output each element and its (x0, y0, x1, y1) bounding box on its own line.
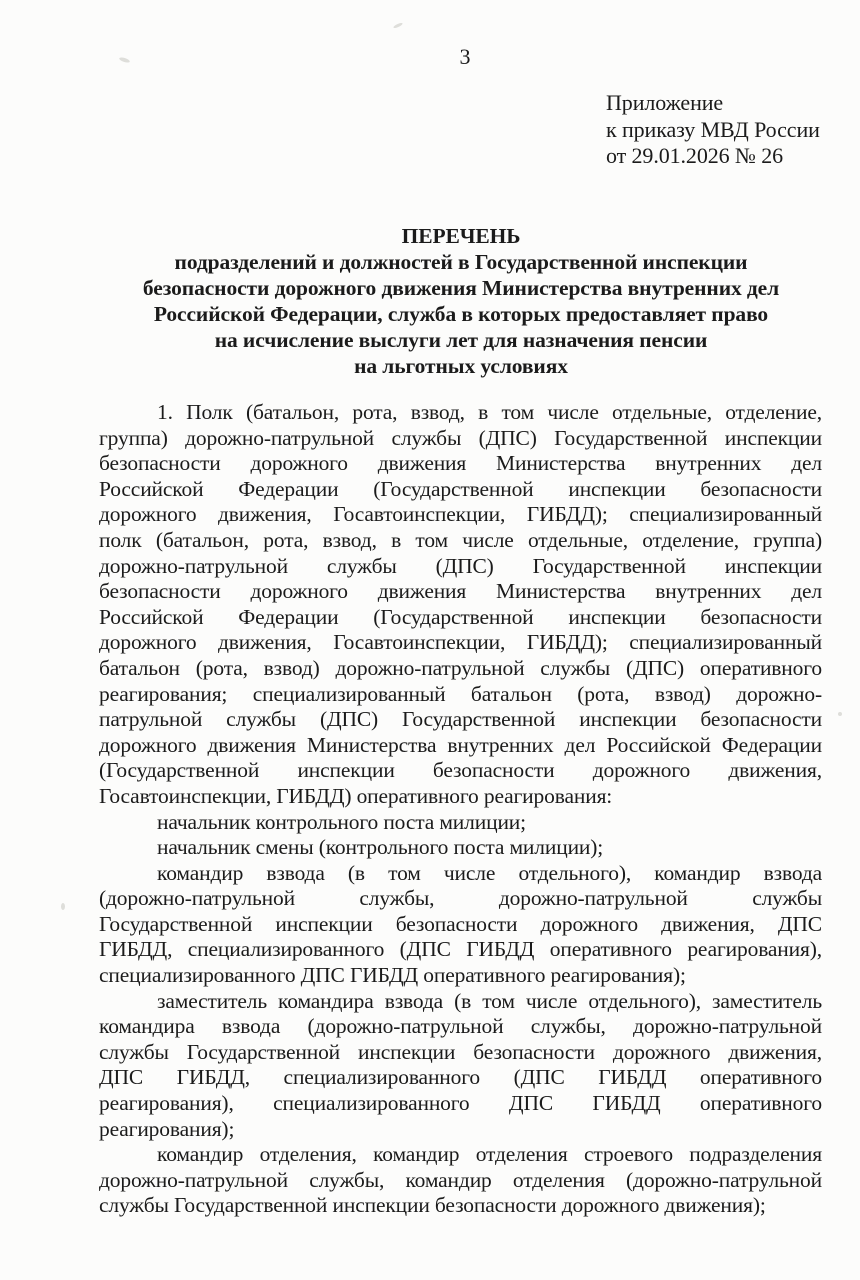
paragraph-line: дорожного движения, Госавтоинспекции, ГИБДД); специализированный (99, 630, 822, 655)
paragraph-line: патрульной службы (ДПС) Государственной инспекции безопасности (99, 707, 822, 732)
paragraph-line: дорожно-патрульной службы, командир отделения (дорожно-патрульной (99, 1167, 822, 1192)
paragraph-line: дорожно-патрульной службы (ДПС) Государственной инспекции (99, 553, 822, 578)
title-line: безопасности дорожного движения Министерства внутренних дел (142, 276, 780, 300)
scan-artifact (393, 22, 403, 29)
paragraph (99, 835, 822, 861)
paragraph-line: Госавтоинспекции, ГИБДД) оперативного реагирования: (99, 783, 613, 808)
paragraph-line: дорожного движения, Госавтоинспекции, ГИБДД); специализированный (99, 502, 822, 527)
annex-line: от 29.01.2026 № 26 (606, 143, 784, 168)
paragraph (99, 989, 822, 1143)
paragraph-line: (Государственной инспекции безопасности дорожного движения, (99, 758, 822, 783)
scan-artifact (61, 903, 65, 910)
paragraph-line: безопасности дорожного движения Министерства внутренних дел (99, 451, 822, 476)
paragraph-line: 1. Полк (батальон, рота, взвод, в том числе отдельные, отделение, (157, 400, 822, 424)
paragraph-line: реагирования), специализированного ДПС ГИБДД оперативного (99, 1091, 822, 1116)
document-body (99, 400, 822, 1219)
paragraph-line: командир отделения, командир отделения строевого подразделения (157, 1142, 822, 1167)
paragraph-line: полк (батальон, рота, взвод, в том числе отдельные, отделение, группа) (99, 527, 822, 552)
paragraph-line: специализированного ДПС ГИБДД оперативного реагирования); (99, 963, 686, 988)
paragraph-line: командира взвода (дорожно-патрульной службы, дорожно-патрульной (99, 1014, 822, 1039)
paragraph-line: реагирования); (99, 1116, 235, 1141)
paragraph-line: командир взвода (в том числе отдельного), командир взвода (157, 860, 822, 885)
title-line: на исчисление выслуги лет для назначения пенсии (214, 328, 708, 352)
paragraph (99, 810, 822, 836)
paragraph-line: ГИБДД, специализированного (ДПС ГИБДД оперативного реагирования), (99, 937, 822, 962)
document-title (99, 223, 823, 379)
page-number: 3 (459, 44, 471, 69)
paragraph-line: заместитель командира взвода (в том числе отдельного), заместитель (157, 988, 822, 1013)
paragraph-line: начальник контрольного поста милиции; (157, 809, 526, 834)
title-line: подразделений и должностей в Государственной инспекции (174, 250, 748, 274)
paragraph-line: реагирования; специализированный батальон (рота, взвод) дорожно- (99, 681, 822, 706)
paragraph-line: безопасности дорожного движения Министерства внутренних дел (99, 579, 822, 604)
paragraph-line: Российской Федерации (Государственной инспекции безопасности (99, 604, 822, 629)
title-line: Российской Федерации, служба в которых предоставляет право (153, 302, 769, 326)
paragraph-line: ДПС ГИБДД, специализированного (ДПС ГИБДД оперативного (99, 1065, 822, 1090)
paragraph-line: службы Государственной инспекции безопасности дорожного движения); (99, 1193, 766, 1218)
title-line: на льготных условиях (354, 354, 568, 378)
paragraph-line: Российской Федерации (Государственной инспекции безопасности (99, 476, 822, 501)
paragraph-line: службы Государственной инспекции безопасности дорожного движения, (99, 1039, 822, 1064)
paragraph-line: батальон (рота, взвод) дорожно-патрульной службы (ДПС) оперативного (99, 655, 822, 680)
paragraph-line: дорожного движения Министерства внутренних дел Российской Федерации (99, 732, 822, 757)
annex-line: к приказу МВД России (606, 116, 820, 142)
paragraph-line: начальник смены (контрольного поста милиции); (157, 835, 604, 860)
paragraph-line: Государственной инспекции безопасности дорожного движения, ДПС (99, 911, 822, 936)
scan-artifact (119, 56, 131, 63)
paragraph-line: группа) дорожно-патрульной службы (ДПС) Государственной инспекции (99, 425, 822, 450)
paragraph-line: (дорожно-патрульной службы, дорожно-патрульной службы (99, 886, 822, 911)
scan-artifact (838, 712, 842, 716)
paragraph (99, 400, 822, 810)
annex-block (606, 90, 820, 170)
annex-line: Приложение (606, 90, 724, 115)
title-line: ПЕРЕЧЕНЬ (401, 224, 521, 248)
paragraph (99, 861, 822, 989)
paragraph (99, 1142, 822, 1219)
